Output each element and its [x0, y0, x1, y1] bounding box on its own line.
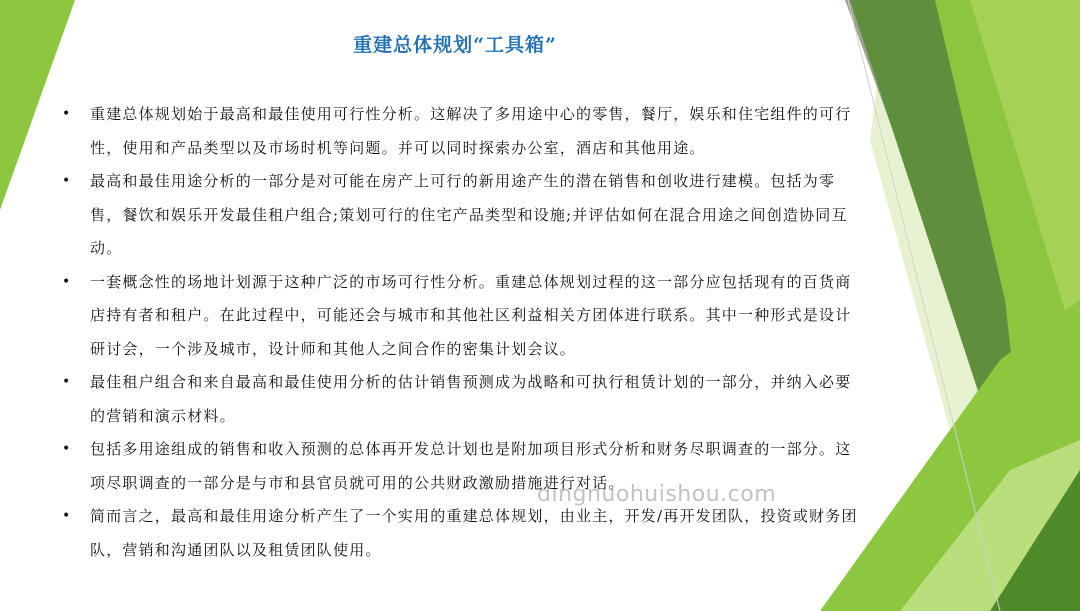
bullet-text: 最高和最佳用途分析的一部分是对可能在房产上可行的新用途产生的潜在销售和创收进行建模。包括为零售，餐饮和娱乐开发最佳租户组合;策划可行的住宅产品类型和设施;并评估如何在混合用途之间创造协同互动。	[90, 172, 848, 257]
bullet-marker: •	[62, 273, 72, 290]
bullet-marker: •	[62, 106, 72, 122]
bullet-text: 最佳租户组合和来自最高和最佳使用分析的估计销售预测成为战略和可执行租赁计划的一部分，并纳入必要的营销和演示材料。	[90, 373, 852, 425]
bullet-marker: •	[62, 173, 72, 189]
bullet-marker: •	[62, 508, 72, 524]
bullet-text: 包括多用途组成的销售和收入预测的总体再开发总计划也是附加项目形式分析和财务尽职调查的一部分。这项尽职调查的一部分是与市和县官员就可用的公共财政激励措施进行对话。	[90, 440, 852, 492]
bullet-item	[62, 165, 862, 266]
bullet-item	[62, 266, 862, 367]
watermark-text: dingnuohuishou.com	[537, 482, 777, 507]
bullet-item	[62, 98, 862, 165]
bullet-item	[62, 500, 862, 567]
bullet-text: 重建总体规划始于最高和最佳使用可行性分析。这解决了多用途中心的零售，餐厅，娱乐和住宅组件的可行性，使用和产品类型以及市场时机等问题。并可以同时探索办公室，酒店和其他用途。	[90, 105, 852, 157]
bullet-marker: •	[62, 374, 72, 390]
bullet-marker: •	[62, 441, 72, 457]
bullet-item	[62, 366, 862, 433]
slide-title: 重建总体规划“工具箱”	[353, 34, 557, 56]
bullet-text: 简而言之，最高和最佳用途分析产生了一个实用的重建总体规划，由业主，开发/再开发团队，投资或财务团队，营销和沟通团队以及租赁团队使用。	[90, 507, 858, 559]
bullet-text: 一套概念性的场地计划源于这种广泛的市场可行性分析。重建总体规划过程的这一部分应包括现有的百货商店持有者和租户。在此过程中，可能还会与城市和其他社区利益相关方团体进行联系。其中一种形式是设计研讨会，一个涉及城市，设计师和其他人之间合作的密集计划会议。	[90, 272, 852, 358]
